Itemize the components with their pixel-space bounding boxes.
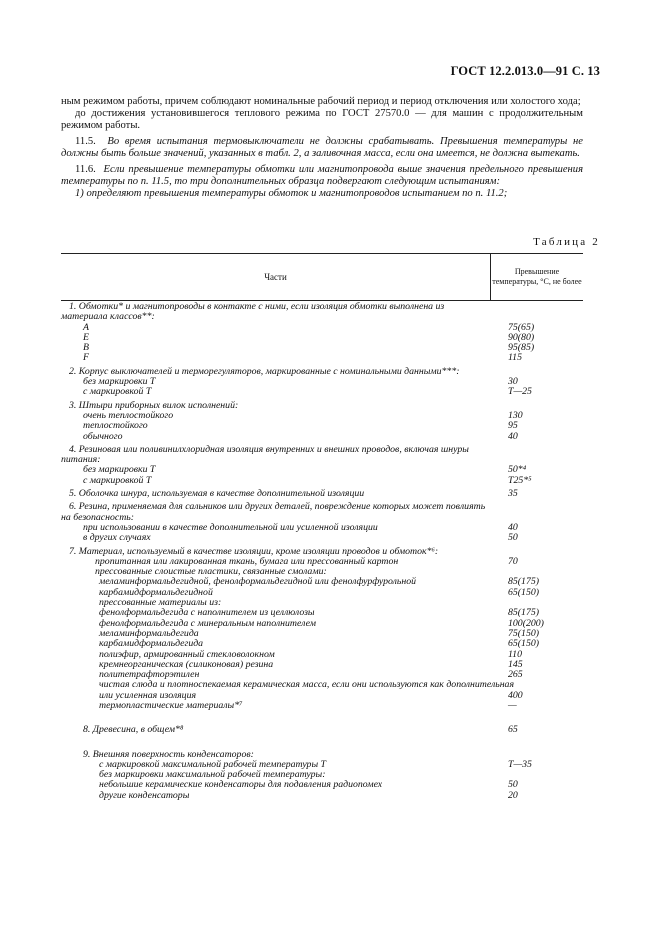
row-label: фенолформальдегида с наполнителем из целлюлозы xyxy=(99,607,315,619)
clause-number: 11.6. xyxy=(75,164,96,175)
row-label: с маркировкой Т xyxy=(83,386,152,398)
column-header-parts: Части xyxy=(264,271,287,282)
row-value: 265 xyxy=(508,669,523,681)
row-value: 400 xyxy=(508,689,523,701)
table-row xyxy=(61,725,583,735)
table-row xyxy=(61,489,583,499)
row-label: F xyxy=(83,352,89,364)
table-row xyxy=(61,343,583,353)
row-label: без маркировки Т xyxy=(83,376,156,388)
row-value: 65 xyxy=(508,724,518,736)
table-row xyxy=(61,421,583,431)
row-label: другие конденсаторы xyxy=(99,789,190,801)
row-label: обычного xyxy=(83,430,123,442)
row-value: 100(200) xyxy=(508,617,544,629)
table-body xyxy=(61,302,583,801)
row-label: теплостойкого xyxy=(83,420,148,432)
row-value: 75(65) xyxy=(508,321,535,333)
table-2 xyxy=(61,253,583,836)
row-label: фенолформальдегида с минеральным наполнителем xyxy=(99,617,316,629)
table-row xyxy=(61,353,583,363)
intro-text xyxy=(61,96,583,200)
column-header-temperature: Превышение температуры, °С, не более xyxy=(492,266,582,286)
row-value: 85(175) xyxy=(508,576,540,588)
row-value: 50 xyxy=(508,532,518,544)
row-value: Т—35 xyxy=(508,758,532,770)
paragraph-1: ным режимом работы, причем соблюдают номинальные рабочий период и период отключения или холостого хода; xyxy=(61,96,581,107)
row-label: с маркировкой максимальной рабочей температуры Т xyxy=(99,758,326,770)
row-label: очень теплостойкого xyxy=(83,409,174,421)
row-value: 65(150) xyxy=(508,638,540,650)
row-label: политетрафторэтилен xyxy=(99,669,200,681)
row-value: 50*⁴ xyxy=(508,464,527,476)
row-value: 40 xyxy=(508,430,518,442)
table-row xyxy=(61,333,583,343)
row-label: 9. Внешняя поверхность конденсаторов: xyxy=(83,748,254,760)
row-value: — xyxy=(508,699,517,711)
row-label: B xyxy=(83,342,89,354)
row-label: карбамидформальдегида xyxy=(99,638,204,650)
row-label: небольшие керамические конденсаторы для подавления радиопомех xyxy=(99,779,383,791)
row-value: 115 xyxy=(508,352,522,364)
row-label: 7. Материал, используемый в качестве изоляции, кроме изоляции проводов и обмоток*⁶: xyxy=(69,545,439,557)
row-value: 85(175) xyxy=(508,607,540,619)
row-value: 75(150) xyxy=(508,627,540,639)
row-value: Т—25 xyxy=(508,386,532,398)
page-header: ГОСТ 12.2.013.0—91 С. 13 xyxy=(450,64,600,78)
table-row xyxy=(61,476,583,486)
row-value: 110 xyxy=(508,648,522,660)
clause-text: Если превышение температуры обмотки или магнитопровода выше значения предельного превышения температуры по п. 11.5, то три дополнительных образца подвергают следующим испытаниям: xyxy=(61,164,584,187)
clause-number: 11.5. xyxy=(75,136,96,147)
row-label: 6. Резина, применяемая для сальников или других деталей, повреждение которых может повлиять на безопасность: xyxy=(61,501,486,523)
row-label: термопластические материалы*⁷ xyxy=(99,699,243,711)
row-label: чистая слюда и плотноспекаемая керамическая масса, если они используются как дополнительная или усиленная изоляция xyxy=(99,679,515,701)
table-row xyxy=(61,302,583,323)
table-row xyxy=(61,502,583,523)
row-label: 3. Штыри приборных вилок исполнений: xyxy=(69,399,239,411)
row-label: A xyxy=(83,321,89,333)
row-value: 95(85) xyxy=(508,342,535,354)
row-value: 65(150) xyxy=(508,586,540,598)
row-label: кремнеорганическая (силиконовая) резина xyxy=(99,658,274,670)
row-label: прессованные материалы из: xyxy=(99,597,222,609)
row-label: меламинформальдегидной, фенолформальдегидной или фенолфурфурольной xyxy=(99,576,417,588)
row-value: 35 xyxy=(508,488,518,500)
row-value: 20 xyxy=(508,789,518,801)
row-label: 4. Резиновая или поливинилхлоридная изоляция внутренних и внешних проводов, включая шнуры питания: xyxy=(61,443,469,466)
row-value: 95 xyxy=(508,420,518,432)
row-label: с маркировкой Т xyxy=(83,474,152,486)
row-label: меламинформальдегида xyxy=(99,627,199,639)
row-label: полиэфир, армированный стекловолокном xyxy=(99,648,275,660)
row-label: без маркировки Т xyxy=(83,464,156,476)
row-label: пропитанная или лакированная ткань, бумага или прессованный картон xyxy=(95,555,399,567)
row-label: E xyxy=(83,331,89,343)
clause-text: Во время испытания термовыключатели не должны срабатывать. Превышения температуры не должны быть больше значений, указанных в табл. 2, а заливочная масса, если она имеется, не должна вытекать. xyxy=(61,136,584,159)
row-value: Т25*⁵ xyxy=(508,474,532,486)
row-label: без маркировки максимальной рабочей температуры: xyxy=(99,769,326,781)
paragraph-11-6 xyxy=(61,164,583,188)
row-value: 70 xyxy=(508,555,518,567)
table-row xyxy=(61,387,583,397)
table-row xyxy=(61,701,583,711)
row-label: 1. Обмотки* и магнитопроводы в контакте с ними, если изоляция обмотки выполнена из материала классов**: xyxy=(61,301,445,323)
table-row xyxy=(61,445,583,466)
row-label: карбамидформальдегидной xyxy=(99,586,213,598)
table-caption: Таблица 2 xyxy=(533,236,600,248)
row-label: 2. Корпус выключателей и терморегуляторов, маркированные с номинальными данными***: xyxy=(69,365,460,377)
paragraph-11-5 xyxy=(61,136,583,160)
row-label: 8. Древесина, в общем*⁸ xyxy=(83,724,184,736)
table-row xyxy=(61,680,583,701)
row-label: прессованные слоистые пластики, связанные смолами: xyxy=(95,566,327,578)
row-value: 30 xyxy=(508,376,518,388)
row-label: в других случаях xyxy=(83,532,151,544)
row-value: 40 xyxy=(508,521,518,533)
row-label: 5. Оболочка шнура, используемая в качестве дополнительной изоляции xyxy=(69,488,365,500)
row-value: 50 xyxy=(508,779,518,791)
table-row xyxy=(61,323,583,333)
row-label: при использовании в качестве дополнительной или усиленной изоляции xyxy=(83,521,378,533)
table-row xyxy=(61,791,583,801)
table-row xyxy=(61,432,583,442)
paragraph-2: до достижения установившегося теплового режима по ГОСТ 27570.0 — для машин с продолжительным режимом работы. xyxy=(61,108,583,131)
table-row xyxy=(61,639,583,649)
paragraph-list-1: 1) определяют превышения температуры обмоток и магнитопроводов испытанием по п. 11.2; xyxy=(75,188,508,199)
row-value: 130 xyxy=(508,409,523,421)
row-value: 90(80) xyxy=(508,331,535,343)
row-value: 145 xyxy=(508,658,523,670)
table-row xyxy=(61,533,583,543)
